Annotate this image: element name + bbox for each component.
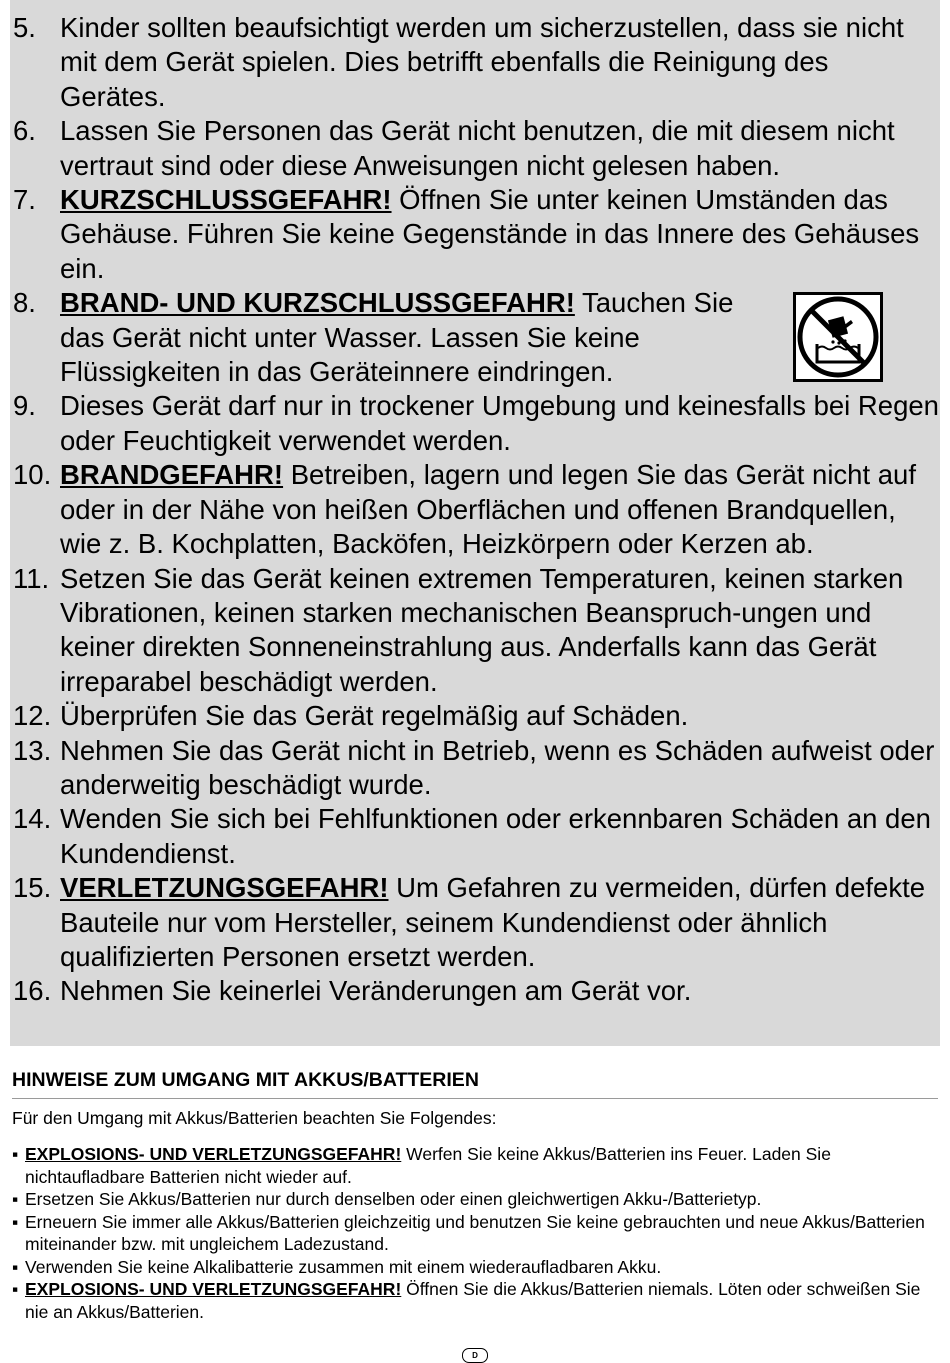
item-number: 6. (13, 115, 36, 147)
warning-label: KURZSCHLUSSGEFAHR! (60, 184, 392, 216)
item-text: Öffnen Sie die Akkus/Batterien niemals. Löten oder schweißen Sie nie an Akkus/Batterien. (25, 1279, 921, 1322)
bullet: ▪ (12, 1189, 19, 1209)
warning-label: BRAND- UND KURZSCHLUSSGEFAHR! (60, 287, 575, 319)
list-item (10, 389, 940, 458)
item-number: 9. (13, 390, 36, 422)
item-text: BRAND- UND KURZSCHLUSSGEFAHR! Tauchen Sie das Gerät nicht unter Wasser. Lassen Sie keine Flüssigkeiten in das Geräteinnere eindringen. (60, 287, 734, 388)
item-number: 10. (13, 459, 52, 491)
list-item (12, 1278, 938, 1323)
warning-label: EXPLOSIONS- UND VERLETZUNGSGEFAHR! (25, 1279, 402, 1299)
list-item (12, 1143, 938, 1188)
item-text: Erneuern Sie immer alle Akkus/Batterien gleichzeitig und benutzen Sie keine gebrauchten und neue Akkus/Batterien miteinander bzw. mit ungleichem Ladezustand. (25, 1211, 925, 1254)
item-text: KURZSCHLUSSGEFAHR! Öffnen Sie unter keinen Umständen das Gehäuse. Führen Sie keine Gegenstände in das Innere des Gehäuses ein. (60, 184, 920, 284)
item-text: Ersetzen Sie Akkus/Batterien nur durch denselben oder einen gleichwertigen Akku-/Batterietyp. (25, 1189, 762, 1209)
section-title: HINWEISE ZUM UMGANG MIT AKKUS/BATTERIEN (12, 1066, 938, 1099)
item-number: 15. (13, 872, 52, 904)
list-item (10, 871, 940, 974)
item-number: 13. (13, 734, 52, 766)
list-item (10, 183, 940, 286)
item-number: 12. (13, 700, 52, 732)
item-text: Werfen Sie keine Akkus/Batterien ins Feuer. Laden Sie nichtaufladbare Batterien nicht wieder auf. (25, 1144, 831, 1187)
list-item (10, 562, 940, 700)
warning-label: BRANDGEFAHR! (60, 459, 284, 491)
item-text: Wenden Sie sich bei Fehlfunktionen oder erkennbaren Schäden an den Kundendienst. (60, 803, 931, 869)
safety-instructions-box (10, 0, 940, 1046)
item-number: 11. (13, 562, 50, 594)
bullet: ▪ (12, 1256, 19, 1277)
warning-label: EXPLOSIONS- UND VERLETZUNGSGEFAHR! (25, 1144, 402, 1164)
list-item (12, 1188, 938, 1211)
list-item (10, 699, 940, 733)
item-text: Kinder sollten beaufsichtigt werden um sicherzustellen, dass sie nicht mit dem Gerät spielen. Dies betrifft ebenfalls die Reinigung des Gerätes. (60, 12, 904, 112)
item-text: Nehmen Sie keinerlei Veränderungen am Gerät vor. (60, 975, 692, 1007)
battery-hints-list (12, 1143, 938, 1323)
item-text: Überprüfen Sie das Gerät regelmäßig auf Schäden. (60, 700, 689, 732)
item-text: VERLETZUNGSGEFAHR! Um Gefahren zu vermeiden, dürfen defekte Bauteile nur vom Hersteller, seinem Kundendienst oder ähnlich qualifizierten Personen ersetzt werden. (60, 872, 926, 972)
item-number: 7. (13, 184, 36, 216)
item-number: 8. (13, 287, 36, 319)
battery-hints-section (12, 1066, 938, 1323)
item-text: Verwenden Sie keine Alkalibatterie zusammen mit einem wiederaufladbaren Akku. (25, 1256, 662, 1277)
no-submerge-in-water-icon (793, 292, 883, 382)
item-number: 5. (13, 12, 36, 43)
bullet: ▪ (12, 1144, 19, 1164)
section-intro: Für den Umgang mit Akkus/Batterien beachten Sie Folgendes: (12, 1108, 497, 1128)
item-number: 14. (13, 803, 52, 835)
item-text: Nehmen Sie das Gerät nicht in Betrieb, wenn es Schäden aufweist oder anderweitig beschädigt wurde. (60, 734, 935, 800)
bullet: ▪ (12, 1211, 19, 1232)
list-item (10, 458, 940, 561)
list-item (10, 974, 940, 1008)
list-item (10, 114, 940, 183)
page-language-badge: D (462, 1348, 488, 1363)
item-text: Dieses Gerät darf nur in trockener Umgebung und keinesfalls bei Regen oder Feuchtigkeit verwendet werden. (60, 390, 939, 456)
item-number: 16. (13, 975, 52, 1007)
list-item (12, 1256, 938, 1279)
item-text: BRANDGEFAHR! Betreiben, lagern und legen Sie das Gerät nicht auf oder in der Nähe von heißen Oberflächen und offenen Brandquellen, wie z. B. Kochplatten, Backöfen, Heizkörpern oder Kerzen ab. (60, 459, 916, 560)
list-item (10, 734, 940, 803)
list-item (10, 802, 940, 871)
list-item (12, 1211, 938, 1256)
safety-instructions-list (10, 11, 940, 1009)
item-text: Setzen Sie das Gerät keinen extremen Temperaturen, keinen starken Vibrationen, keinen starken mechanischen Beanspruch-ungen und keiner direkten Sonneneinstrahlung aus. Anderfalls kann das Gerät irreparabel beschädigt werden. (60, 562, 904, 697)
warning-label: VERLETZUNGSGEFAHR! (60, 872, 389, 904)
list-item (10, 11, 940, 114)
item-text: Lassen Sie Personen das Gerät nicht benutzen, die mit diesem nicht vertraut sind oder diese Anweisungen nicht gelesen haben. (60, 115, 895, 181)
bullet: ▪ (12, 1279, 19, 1299)
